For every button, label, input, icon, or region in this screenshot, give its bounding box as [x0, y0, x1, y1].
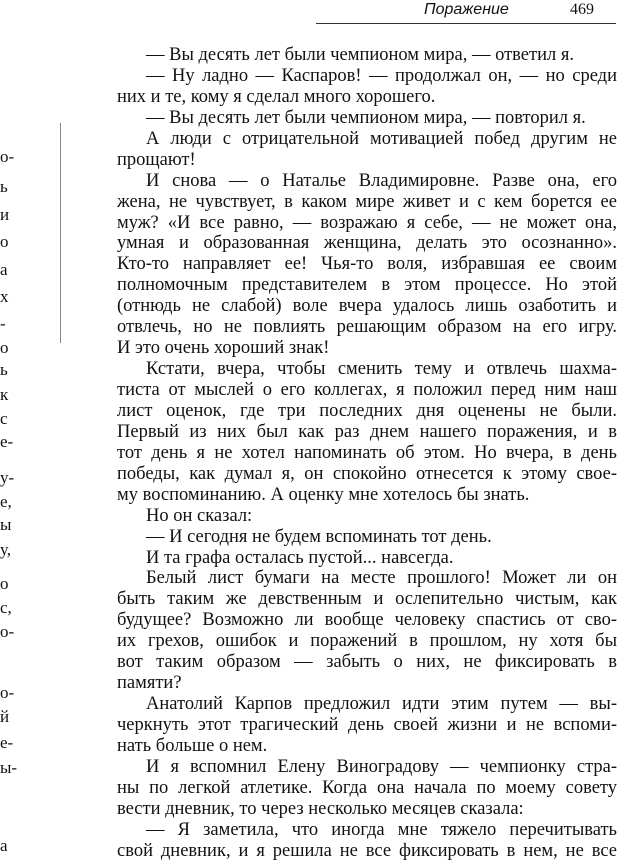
left-fragment: ы: [0, 515, 12, 534]
text-line: Анатолий Карпов предложил идти этим путем — вы-: [146, 694, 617, 715]
left-fragment: е,: [0, 492, 12, 511]
left-fragment: й: [0, 707, 10, 726]
left-fragment: ы-: [0, 758, 18, 777]
text-line: быть таким же девственным и ослепительно чистым, как: [117, 589, 617, 610]
text-line: вести дневник, то через несколько месяцев сказала:: [117, 798, 524, 819]
text-line: нать больше о нем.: [117, 735, 268, 756]
text-line: свой дневник, и я решила не все фиксировать в нем, не все: [117, 840, 617, 861]
text-line: Но он сказал:: [146, 505, 253, 526]
gutter-rule: [60, 123, 61, 343]
left-fragment: о-: [0, 622, 15, 641]
left-fragment: е-: [0, 432, 14, 451]
text-line: победы, как думал я, он спокойно отнесется к этому свое-: [117, 463, 617, 484]
text-line: Первый из них был как раз днем нашего поражения, и в: [117, 421, 617, 442]
left-fragment: ь: [0, 177, 8, 196]
header-rule: [316, 23, 616, 24]
text-line: И та графа осталась пустой... навсегда.: [146, 547, 454, 568]
text-line: них и те, кому я сделал много хорошего.: [117, 86, 436, 107]
left-fragment: у-: [0, 468, 15, 487]
left-page-fragments: [0, 0, 18, 865]
left-fragment: -: [0, 314, 6, 333]
left-fragment: ь: [0, 360, 8, 379]
text-line: черкнуть этот трагический день своей жизни и не вспоми-: [117, 715, 617, 735]
left-fragment: о: [0, 232, 9, 251]
text-line: их грехов, ошибок и поражений в прошлом, ну хотя бы: [117, 631, 617, 652]
text-line: — Я заметила, что иногда мне тяжело перечитывать: [146, 819, 617, 840]
text-line: А люди с отрицательной мотивацией побед другим не: [146, 128, 617, 149]
body-text: [117, 45, 617, 862]
text-line: — И сегодня не будем вспоминать тот день.: [146, 526, 492, 547]
left-fragment: и: [0, 205, 10, 224]
text-line: тиста от мыслей о его коллегах, я положил перед ним наш: [117, 380, 617, 400]
text-line: — Ну ладно — Каспаров! — продолжал он, — но среди: [146, 65, 617, 86]
text-line: И это очень хороший знак!: [117, 338, 330, 359]
text-line: (отнюдь не слабой) воле вчера удалось лишь озаботить и: [117, 296, 617, 317]
left-fragment: а: [0, 260, 8, 279]
text-line: полномочным представителем в этом процессе. Но этой: [117, 275, 617, 296]
left-fragment: х: [0, 287, 9, 306]
left-fragment: у,: [0, 540, 12, 559]
text-line: муж? «И все равно, — возражаю я себе, — не может она,: [117, 212, 617, 233]
left-fragment: о: [0, 338, 9, 357]
text-line: Кстати, вчера, чтобы сменить тему и отвлечь шахма-: [146, 359, 617, 380]
text-line: прощают!: [117, 149, 196, 170]
text-line: И снова — о Наталье Владимировне. Разве она, его: [146, 170, 617, 191]
text-line: — Вы десять лет были чемпионом мира, — повторил я.: [146, 107, 586, 128]
left-fragment: с: [0, 409, 8, 428]
text-line: Кто-то направляет ее! Чья-то воля, избравшая ее своим: [117, 254, 617, 275]
left-fragment: к: [0, 385, 9, 404]
text-line: И я вспомнил Елену Виноградову — чемпионку стра-: [146, 756, 617, 777]
page-number: 469: [570, 1, 594, 18]
left-fragment: о: [0, 574, 9, 593]
text-line: отвлечь, но не повлиять решающим образом на его игру.: [117, 317, 617, 338]
left-fragment: а: [0, 836, 8, 855]
left-fragment: о-: [0, 147, 15, 166]
text-line: памяти?: [117, 673, 182, 694]
text-line: жена, не чувствует, в каком мире живет и с кем борется ее: [117, 191, 617, 212]
text-line: вот таким образом — забыть о них, не фиксировать в: [117, 652, 617, 673]
text-line: умная и образованная женщина, делать это осознанно».: [117, 233, 617, 254]
text-line: му воспоминанию. А оценку мне хотелось бы знать.: [117, 484, 530, 505]
left-fragment: о-: [0, 683, 15, 702]
text-line: — Вы десять лет были чемпионом мира, — ответил я.: [146, 45, 574, 65]
text-line: Белый лист бумаги на месте прошлого! Может ли он: [146, 568, 617, 589]
left-fragment: с,: [0, 598, 12, 617]
left-fragment: е-: [0, 733, 14, 752]
text-line: будущее? Возможно ли вообще человеку спастись от сво-: [117, 610, 617, 631]
text-line: лист оценок, где три последних дня оценены не были.: [117, 400, 617, 421]
running-title: Поражение: [424, 1, 509, 18]
text-line: тот день я не хотел напоминать об этом. Но вчера, в день: [117, 442, 617, 463]
text-line: ны по легкой атлетике. Когда она начала по моему совету: [117, 777, 617, 798]
